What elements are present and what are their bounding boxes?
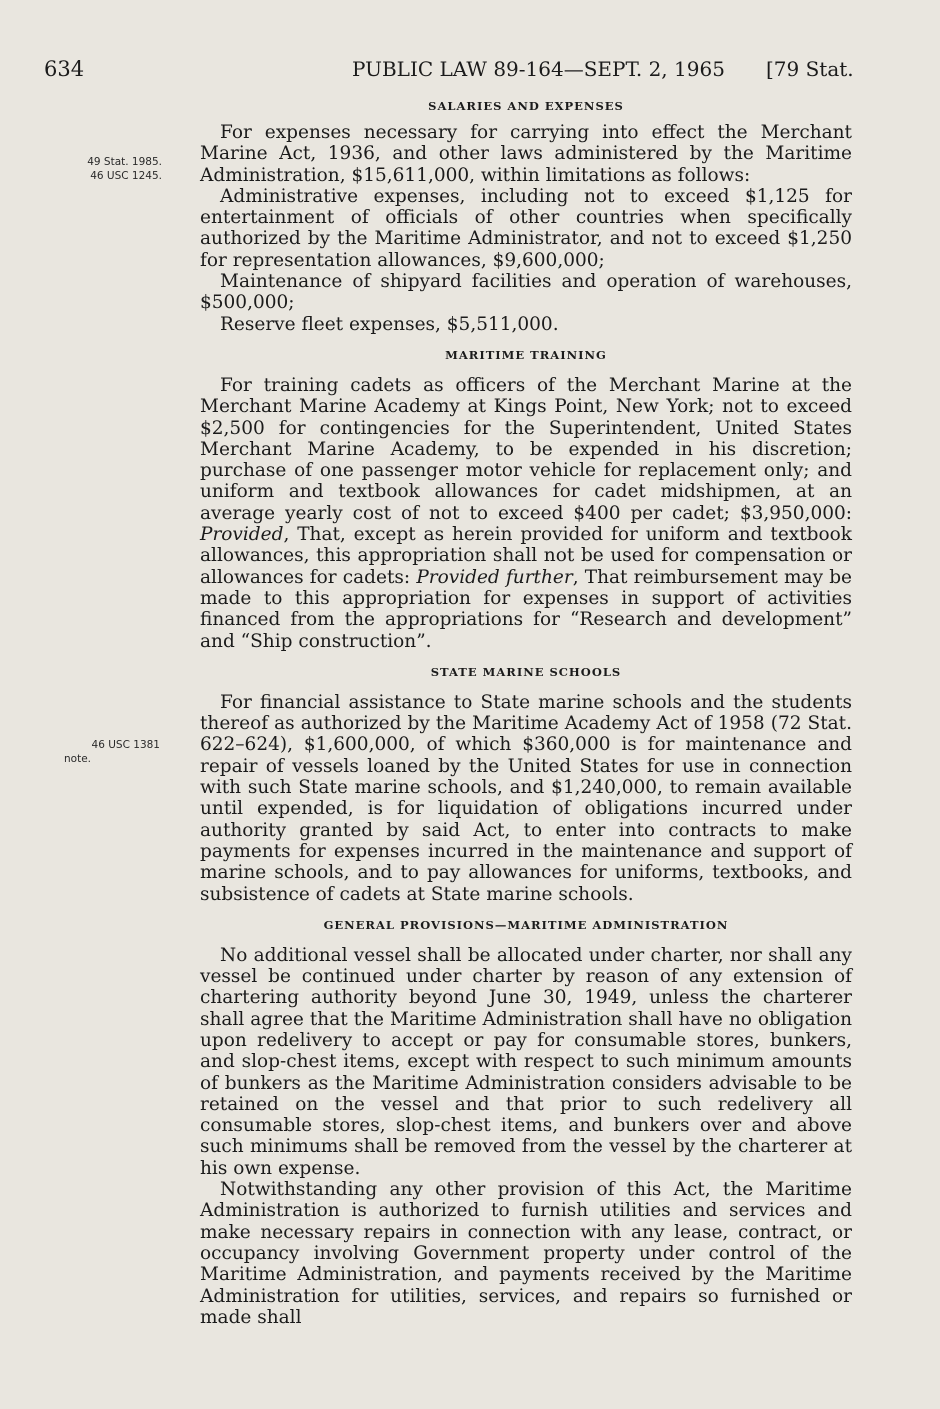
paragraph: Reserve fleet expenses, $5,511,000. xyxy=(220,313,559,335)
paragraph: Maintenance of shipyard facilities and operation of warehouses, $500,000; xyxy=(200,271,852,314)
paragraph: For financial assistance to State marine schools and the students thereof as authorized by the Maritime Academy Act of 1958 (72 Stat. 622–624), $1,600,000, of which $360,000 is for maintenance and repair of vessels loaned by the United States for use in connection with such State marine schools, and $1,240,000, to remain available until expended, is for liquidation of obligations incurred under authority granted by said Act, to enter into contracts to make payments for expenses incurred in the maintenance and support of marine schools, and to pay allowances for uniforms, textbooks, and subsistence of cadets at State marine schools. xyxy=(200,691,852,905)
training-text: , That, except as herein provided for uniform and textbook allowances, this appropriation shall not be used for compensation or allowances for cadets: xyxy=(200,524,852,588)
paragraph-training xyxy=(200,375,852,652)
section-heading-training: MARITIME TRAINING xyxy=(445,347,607,362)
training-text: , That reimbursement may be made to this appropriation for expenses in support of activities financed from the appropriations for “Research and development” and “Ship construction”. xyxy=(200,566,852,652)
proviso-term: Provided further xyxy=(416,566,573,588)
section-heading-general: GENERAL PROVISIONS—MARITIME ADMINISTRATION xyxy=(323,917,729,932)
section-heading-salaries: SALARIES AND EXPENSES xyxy=(428,99,624,113)
proviso-term: Provided xyxy=(200,524,284,546)
running-header xyxy=(0,57,940,87)
margin-note-schools xyxy=(52,738,160,766)
page-number: 634 xyxy=(44,57,85,81)
paragraph: Notwithstanding any other provision of this Act, the Maritime Administration is authorized to furnish utilities and services and make necessary repairs in connection with any lease, contract, or occupancy involving Government property under control of the Maritime Administration, and payments received by the Maritime Administration for utilities, services, and repairs so furnished or made shall xyxy=(200,1179,852,1328)
main-text-column xyxy=(200,96,852,1328)
paragraph: Administrative expenses, including not to exceed $1,125 for entertainment of officials of other countries when specifically authorized by the Maritime Administrator, and not to exceed $1,250 for representation allowances, $9,600,000; xyxy=(200,185,852,271)
margin-note-salaries xyxy=(52,155,162,183)
margin-note-line: note. xyxy=(64,753,91,765)
margin-note-line: 49 Stat. 1985. xyxy=(87,156,162,168)
paragraph: No additional vessel shall be allocated under charter, nor shall any vessel be continued under charter by reason of any extension of chartering authority beyond June 30, 1949, unless the charterer shall agree that the Maritime Administration shall have no obligation upon redelivery to accept or pay for consumable stores, bunkers, and slop-chest items, except with respect to such minimum amounts of bunkers as the Maritime Administration considers advisable to be retained on the vessel and that prior to such redelivery all consumable stores, slop-chest items, and bunkers over and above such minimums shall be removed from the vessel by the charterer at his own expense. xyxy=(200,944,852,1179)
margin-note-line: 46 USC 1381 xyxy=(91,739,160,751)
page-title: PUBLIC LAW 89-164—SEPT. 2, 1965 xyxy=(352,57,725,81)
volume-reference: [79 Stat. xyxy=(766,57,854,81)
paragraph: For expenses necessary for carrying into effect the Merchant Marine Act, 1936, and other laws administered by the Maritime Administration, $15,611,000, within limitations as follows: xyxy=(200,122,852,186)
training-text: For training cadets as officers of the Merchant Marine at the Merchant Marine Academy at Kings Point, New York; not to exceed $2,500 for contingencies for the Superintendent, United States Merchant Marine Academy, to be expended in his discretion; purchase of one passenger motor vehicle for replacement only; and uniform and textbook allowances for cadet midshipmen, at an average yearly cost of not to exceed $400 per cadet; $3,950,000: xyxy=(200,374,852,524)
margin-note-line: 46 USC 1245. xyxy=(90,170,162,182)
section-heading-schools: STATE MARINE SCHOOLS xyxy=(430,664,622,679)
